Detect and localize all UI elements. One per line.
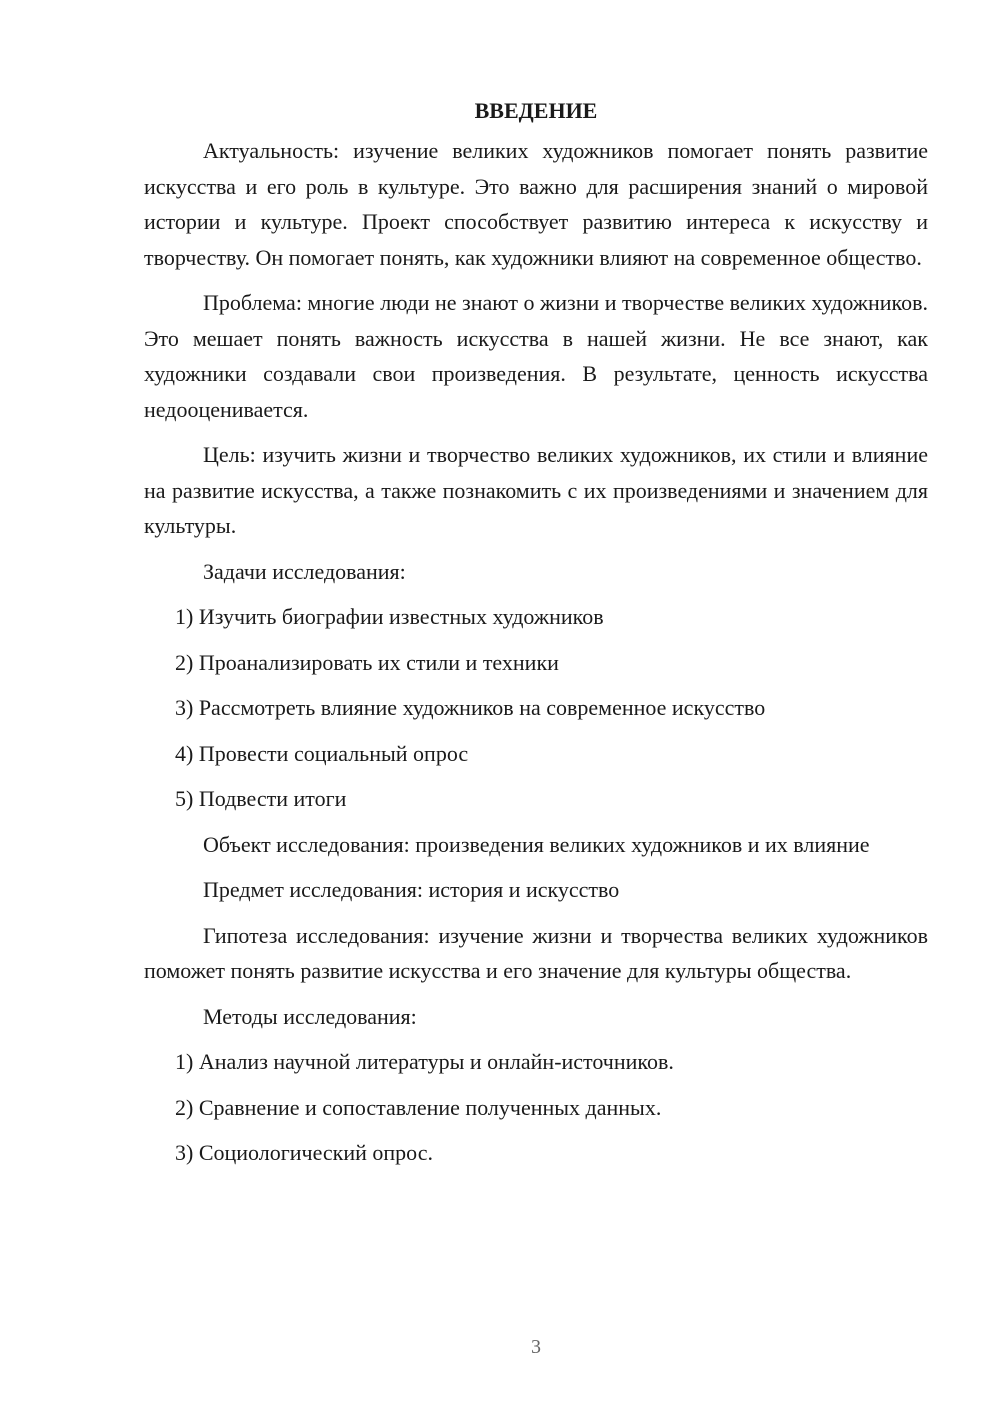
method-item: 2) Сравнение и сопоставление полученных данных.: [175, 1094, 662, 1120]
methods-heading: Методы исследования:: [203, 1003, 417, 1029]
tasks-heading: Задачи исследования:: [203, 558, 406, 584]
page-content: [144, 95, 928, 1181]
object-paragraph: Объект исследования: произведения великих художников и их влияние: [203, 831, 870, 857]
problem-paragraph: Проблема: многие люди не знают о жизни и творчестве великих художников. Это мешает понять важность искусства в нашей жизни. Не все знают, как художники создавали свои произведения. В результате, ценность искусства недооценивается.: [144, 290, 928, 422]
subject-paragraph: Предмет исследования: история и искусство: [203, 877, 620, 902]
task-item: 1) Изучить биографии известных художников: [175, 604, 604, 629]
task-item: 2) Проанализировать их стили и техники: [175, 649, 559, 675]
method-item: 3) Социологический опрос.: [175, 1140, 433, 1165]
goal-paragraph: Цель: изучить жизни и творчество великих художников, их стили и влияние на развитие искусства, а также познакомить с их произведениями и значением для культуры.: [144, 442, 928, 538]
task-item: 5) Подвести итоги: [175, 786, 347, 811]
section-title: ВВЕДЕНИЕ: [474, 98, 598, 123]
task-item: 3) Рассмотреть влияние художников на современное искусство: [175, 695, 766, 720]
page-number: 3: [531, 1336, 541, 1358]
method-item: 1) Анализ научной литературы и онлайн-источников.: [175, 1049, 674, 1074]
hypothesis-paragraph: Гипотеза исследования: изучение жизни и творчества великих художников поможет понять развитие искусства и его значение для культуры общества.: [144, 922, 928, 983]
task-item: 4) Провести социальный опрос: [175, 740, 469, 766]
relevance-paragraph: Актуальность: изучение великих художников помогает понять развитие искусства и его роль в культуре. Это важно для расширения знаний о мировой истории и культуре. Проект способствует развитию интереса к искусству и творчеству. Он помогает понять, как художники влияют на современное общество.: [144, 138, 928, 270]
